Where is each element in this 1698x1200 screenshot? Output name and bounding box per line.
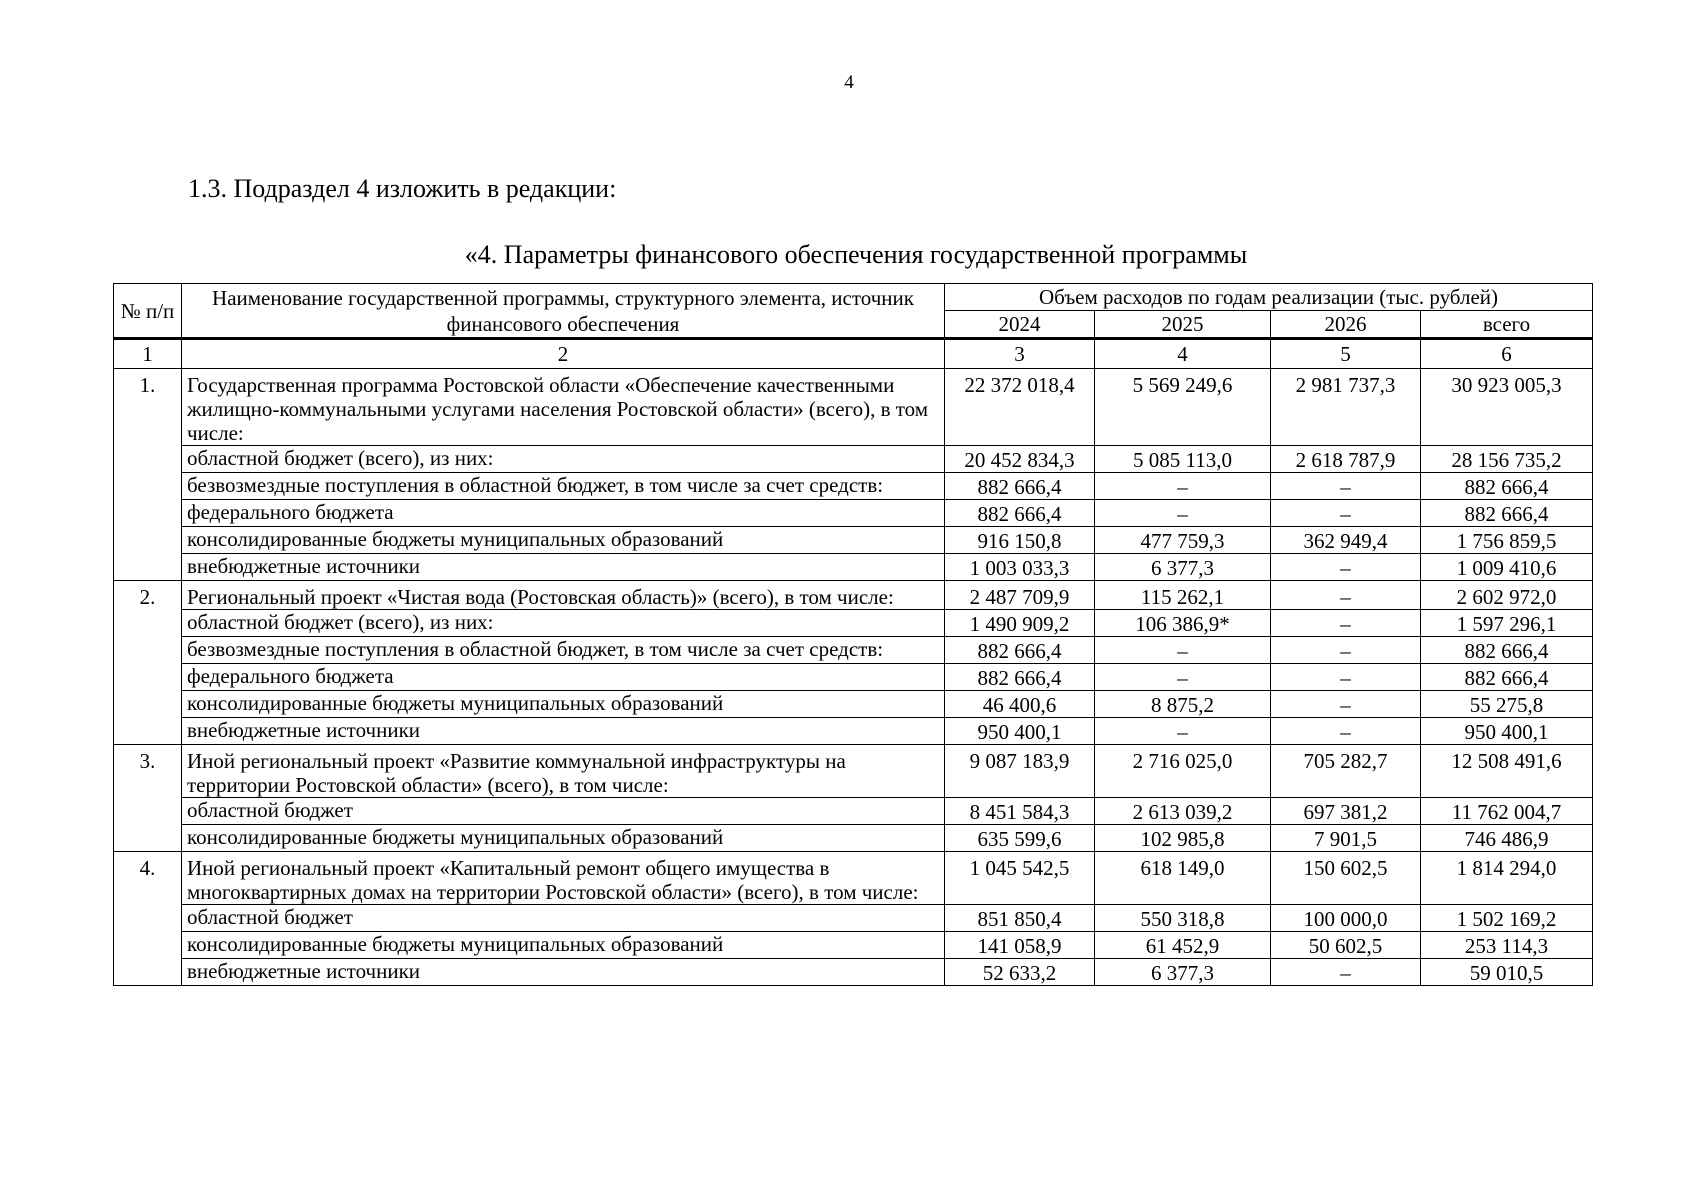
header-no: № п/п — [114, 284, 182, 339]
row-name: консолидированные бюджеты муниципальных образований — [182, 825, 945, 852]
value-cell: 2 981 737,3 — [1271, 369, 1421, 446]
header-volume: Объем расходов по годам реализации (тыс. рублей) — [945, 284, 1593, 311]
value-total: 1 502 169,2 — [1421, 905, 1593, 932]
value-cell: 2 716 025,0 — [1095, 745, 1271, 798]
row-name: Региональный проект «Чистая вода (Ростовская область)» (всего), в том числе: — [182, 581, 945, 610]
row-name: Иной региональный проект «Развитие коммунальной инфраструктуры на территории Ростовской области» (всего), в том числе: — [182, 745, 945, 798]
value-cell: 1 045 542,5 — [945, 852, 1095, 905]
value-cell: – — [1095, 637, 1271, 664]
value-total: 253 114,3 — [1421, 932, 1593, 959]
table-row — [114, 905, 1593, 932]
header-year: 2024 — [945, 311, 1095, 339]
value-cell: 851 850,4 — [945, 905, 1095, 932]
value-cell: 100 000,0 — [1271, 905, 1421, 932]
column-number: 5 — [1271, 339, 1421, 369]
value-total: 30 923 005,3 — [1421, 369, 1593, 446]
value-total: 1 814 294,0 — [1421, 852, 1593, 905]
value-total: 59 010,5 — [1421, 959, 1593, 986]
row-name: консолидированные бюджеты муниципальных образований — [182, 527, 945, 554]
row-name: консолидированные бюджеты муниципальных образований — [182, 691, 945, 718]
value-cell: 882 666,4 — [945, 473, 1095, 500]
value-cell: – — [1095, 473, 1271, 500]
value-total: 882 666,4 — [1421, 637, 1593, 664]
value-cell: 106 386,9* — [1095, 610, 1271, 637]
value-cell: 5 569 249,6 — [1095, 369, 1271, 446]
table-row — [114, 852, 1593, 905]
value-cell: 2 487 709,9 — [945, 581, 1095, 610]
value-cell: 550 318,8 — [1095, 905, 1271, 932]
value-cell: 8 451 584,3 — [945, 798, 1095, 825]
table-row — [114, 610, 1593, 637]
row-name: внебюджетные источники — [182, 718, 945, 745]
row-name: областной бюджет — [182, 798, 945, 825]
value-cell: – — [1271, 691, 1421, 718]
value-cell: – — [1271, 500, 1421, 527]
table-row — [114, 745, 1593, 798]
value-cell: 635 599,6 — [945, 825, 1095, 852]
value-cell: – — [1271, 637, 1421, 664]
value-cell: – — [1271, 554, 1421, 581]
table-row — [114, 554, 1593, 581]
column-number: 4 — [1095, 339, 1271, 369]
value-cell: 20 452 834,3 — [945, 446, 1095, 473]
value-cell: 52 633,2 — [945, 959, 1095, 986]
value-cell: – — [1271, 473, 1421, 500]
value-cell: 618 149,0 — [1095, 852, 1271, 905]
row-name: Государственная программа Ростовской области «Обеспечение качественными жилищно-коммунальными услугами населения Ростовской области» (всего), в том числе: — [182, 369, 945, 446]
table-title: «4. Параметры финансового обеспечения государственной программы — [464, 240, 1248, 269]
row-number: 2. — [114, 581, 182, 745]
value-cell: – — [1271, 664, 1421, 691]
row-name: консолидированные бюджеты муниципальных образований — [182, 932, 945, 959]
value-cell: 6 377,3 — [1095, 554, 1271, 581]
value-cell: 102 985,8 — [1095, 825, 1271, 852]
table-row — [114, 691, 1593, 718]
value-cell: 705 282,7 — [1271, 745, 1421, 798]
value-cell: 150 602,5 — [1271, 852, 1421, 905]
value-cell: 46 400,6 — [945, 691, 1095, 718]
value-cell: 362 949,4 — [1271, 527, 1421, 554]
row-name: федерального бюджета — [182, 500, 945, 527]
value-total: 55 275,8 — [1421, 691, 1593, 718]
value-cell: 916 150,8 — [945, 527, 1095, 554]
table-row — [114, 664, 1593, 691]
row-number: 3. — [114, 745, 182, 852]
row-name: внебюджетные источники — [182, 959, 945, 986]
table-body — [114, 369, 1593, 986]
value-cell: 950 400,1 — [945, 718, 1095, 745]
value-cell: – — [1271, 718, 1421, 745]
column-number: 3 — [945, 339, 1095, 369]
value-cell: – — [1271, 581, 1421, 610]
row-name: безвозмездные поступления в областной бюджет, в том числе за счет средств: — [182, 637, 945, 664]
value-cell: 1 003 033,3 — [945, 554, 1095, 581]
value-cell: 9 087 183,9 — [945, 745, 1095, 798]
header-year: 2026 — [1271, 311, 1421, 339]
value-cell: 7 901,5 — [1271, 825, 1421, 852]
row-name: областной бюджет (всего), из них: — [182, 446, 945, 473]
value-cell: 1 490 909,2 — [945, 610, 1095, 637]
value-cell: – — [1095, 664, 1271, 691]
value-cell: 477 759,3 — [1095, 527, 1271, 554]
header-total: всего — [1421, 311, 1593, 339]
value-total: 1 756 859,5 — [1421, 527, 1593, 554]
value-cell: – — [1271, 610, 1421, 637]
table-row — [114, 825, 1593, 852]
value-cell: 2 618 787,9 — [1271, 446, 1421, 473]
value-cell: – — [1271, 959, 1421, 986]
value-cell: 61 452,9 — [1095, 932, 1271, 959]
value-cell: – — [1095, 500, 1271, 527]
value-cell: 22 372 018,4 — [945, 369, 1095, 446]
row-name: внебюджетные источники — [182, 554, 945, 581]
header-name: Наименование государственной программы, структурного элемента, источник финансового обеспечения — [182, 284, 945, 339]
value-cell: 882 666,4 — [945, 637, 1095, 664]
column-number: 6 — [1421, 339, 1593, 369]
column-number: 2 — [182, 339, 945, 369]
value-cell: 697 381,2 — [1271, 798, 1421, 825]
row-number: 1. — [114, 369, 182, 581]
row-name: Иной региональный проект «Капитальный ремонт общего имущества в многоквартирных домах на территории Ростовской области» (всего), в том числе: — [182, 852, 945, 905]
intro-paragraph: 1.3. Подраздел 4 изложить в редакции: — [188, 174, 617, 203]
value-total: 746 486,9 — [1421, 825, 1593, 852]
row-name: областной бюджет (всего), из них: — [182, 610, 945, 637]
table-row — [114, 637, 1593, 664]
value-cell: 5 085 113,0 — [1095, 446, 1271, 473]
table-row — [114, 369, 1593, 446]
table-row — [114, 581, 1593, 610]
row-name: безвозмездные поступления в областной бюджет, в том числе за счет средств: — [182, 473, 945, 500]
table-row — [114, 500, 1593, 527]
value-cell: 141 058,9 — [945, 932, 1095, 959]
value-cell: 8 875,2 — [1095, 691, 1271, 718]
table-row — [114, 446, 1593, 473]
row-name: федерального бюджета — [182, 664, 945, 691]
value-total: 2 602 972,0 — [1421, 581, 1593, 610]
value-cell: 882 666,4 — [945, 664, 1095, 691]
value-total: 28 156 735,2 — [1421, 446, 1593, 473]
value-cell: 882 666,4 — [945, 500, 1095, 527]
value-total: 12 508 491,6 — [1421, 745, 1593, 798]
table-row — [114, 959, 1593, 986]
row-number: 4. — [114, 852, 182, 986]
value-total: 11 762 004,7 — [1421, 798, 1593, 825]
row-name: областной бюджет — [182, 905, 945, 932]
header-year: 2025 — [1095, 311, 1271, 339]
page-number: 4 — [844, 72, 854, 93]
table-row — [114, 932, 1593, 959]
table-row — [114, 527, 1593, 554]
value-cell: 6 377,3 — [1095, 959, 1271, 986]
value-total: 1 597 296,1 — [1421, 610, 1593, 637]
table-row — [114, 718, 1593, 745]
value-cell: 2 613 039,2 — [1095, 798, 1271, 825]
financing-table — [113, 283, 1593, 986]
table-row — [114, 798, 1593, 825]
value-total: 882 666,4 — [1421, 500, 1593, 527]
value-cell: 50 602,5 — [1271, 932, 1421, 959]
value-cell: 115 262,1 — [1095, 581, 1271, 610]
value-cell: – — [1095, 718, 1271, 745]
value-total: 950 400,1 — [1421, 718, 1593, 745]
value-total: 882 666,4 — [1421, 664, 1593, 691]
value-total: 882 666,4 — [1421, 473, 1593, 500]
table-row — [114, 473, 1593, 500]
column-number: 1 — [114, 339, 182, 369]
value-total: 1 009 410,6 — [1421, 554, 1593, 581]
